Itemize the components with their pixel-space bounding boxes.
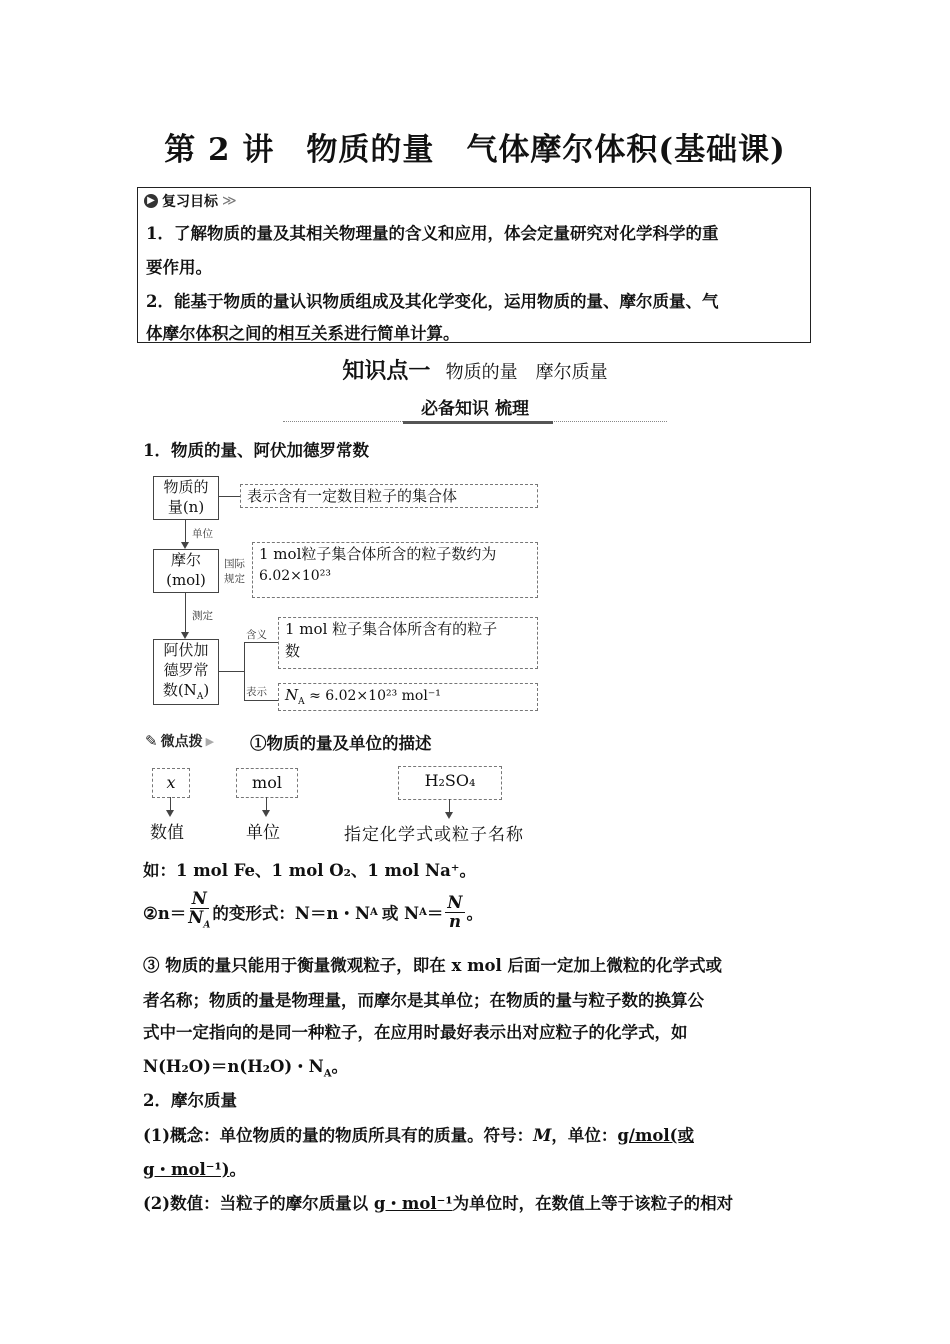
connector-branch [218, 671, 244, 672]
tip-badge [145, 731, 214, 751]
value-unit-answer: g・mol⁻¹ [373, 1194, 453, 1213]
molar-mass-concept-line1 [143, 1122, 694, 1146]
box-mol: mol [236, 768, 298, 798]
molar-mass-value-line1 [143, 1190, 733, 1214]
goal-1-line1: 1．了解物质的量及其相关物理量的含义和应用，体会定量研究对化学科学的重 [146, 224, 719, 243]
edit-icon: ✎ [145, 732, 158, 750]
caption-name: 指定化学式或粒子名称 [344, 825, 524, 845]
arrow-line-mol [266, 797, 267, 811]
arrow-down-icon [181, 542, 189, 549]
double-chevron-icon: ≫ [222, 193, 237, 209]
connector-branch-top [244, 642, 278, 643]
caption-unit: 单位 [246, 823, 280, 843]
knowledge-point-number: 知识点一 [342, 359, 431, 384]
fraction-n-over-na [188, 890, 210, 934]
diagram-desc-amount: 表示含有一定数目粒子的集合体 [240, 484, 538, 508]
arrow-down-icon [262, 810, 270, 817]
box-x: x [152, 768, 190, 798]
concept-unit-label: ，单位： [551, 1126, 618, 1145]
side-label-defined: 规定 [224, 573, 245, 585]
knowledge-point-topic: 物质的量 摩尔质量 [445, 362, 608, 383]
eq-or: 或 N [381, 904, 420, 924]
eq-equals: ＝ [426, 904, 444, 924]
eq-mid: 的变形式：N＝n・N [212, 904, 371, 924]
review-goals-heading [144, 191, 237, 211]
sub-banner [283, 394, 667, 424]
diagram-box-mole [153, 549, 219, 593]
avogadro-line3-text: 数(N [162, 681, 197, 699]
p3-line4-end: 。 [331, 1057, 349, 1076]
arrow-line-x [170, 797, 171, 811]
play-icon: ▶ [144, 194, 158, 208]
connector-branch-vertical [244, 642, 245, 700]
avogadro-line3-sub: A [196, 692, 204, 702]
fraction-den-text: N [188, 908, 204, 927]
arrow-down-icon [181, 632, 189, 639]
expr-value: ≈ 6.02×10²³ mol⁻¹ [304, 688, 441, 704]
tip-badge-label: 微点拨 [160, 734, 203, 750]
diagram-box-avogadro-line2: 德罗常 [163, 661, 209, 679]
label-meaning: 含义 [246, 629, 267, 641]
tip-point-3-line3: 式中一定指向的是同一种粒子，在应用时最好表示出对应粒子的化学式，如 [143, 1023, 688, 1042]
value-text-rest: 为单位时，在数值上等于该粒子的相对 [452, 1194, 734, 1213]
connector-1 [218, 496, 240, 497]
section1-heading: 1．物质的量、阿伏加德罗常数 [143, 441, 369, 460]
diagram-box-avogadro-line3 [154, 680, 218, 707]
page-title: 第 2 讲 物质的量 气体摩尔体积(基础课) [164, 132, 786, 168]
diagram-desc-mole-line1: 1 mol粒子集合体所含的粒子数约为 [259, 545, 497, 563]
goal-2-line2: 体摩尔体积之间的相互关系进行简单计算。 [146, 324, 460, 343]
fraction-den-sub: A [203, 920, 211, 931]
molar-mass-concept-line2 [143, 1156, 246, 1180]
tip-example: 如：1 mol Fe、1 mol O₂、1 mol Na⁺。 [143, 861, 476, 880]
diagram-desc-expression [278, 683, 538, 711]
fraction-n-over-n [445, 894, 464, 931]
arrow-label-measured: 测定 [192, 610, 213, 622]
concept-diagram [150, 476, 550, 716]
goal-1-line2: 要作用。 [146, 258, 212, 277]
diagram-box-mole-line2: (mol) [166, 571, 206, 589]
diagram-desc-meaning-line2: 数 [285, 642, 301, 660]
concept-text: (1)概念：单位物质的量的物质所具有的质量。符号： [143, 1126, 534, 1145]
concept-unit-answer: g/mol(或 [617, 1126, 694, 1145]
eq-prefix: ②n＝ [143, 904, 187, 924]
review-goals-box [137, 187, 811, 343]
diagram-box-avogadro-line1: 阿伏加 [163, 641, 209, 659]
diagram-desc-mole-line2: 6.02×10²³ [259, 568, 331, 584]
arrow-down-icon [445, 812, 453, 819]
tip-point-3-line1: ③ 物质的量只能用于衡量微观粒子，即在 x mol 后面一定加上微粒的化学式或 [143, 956, 723, 975]
diagram-box-mole-line1: 摩尔 [170, 551, 201, 569]
expr-sub: A [298, 697, 305, 707]
sub-banner-label: 必备知识 梳理 [421, 399, 529, 419]
arrow-line-2 [185, 592, 186, 635]
fraction-numerator: N [191, 889, 207, 908]
diagram-desc-mole [252, 542, 538, 598]
fraction2-numerator: N [447, 892, 463, 912]
eq-end: 。 [466, 904, 483, 924]
concept-symbol: M [533, 1126, 552, 1145]
arrow-down-icon [166, 810, 174, 817]
diagram-box-avogadro [153, 639, 219, 705]
fraction-denominator [188, 909, 210, 934]
fraction2-denominator: n [448, 911, 461, 931]
diagram-box-amount [153, 476, 219, 520]
diagram-box-amount-line1: 物质的 [163, 478, 209, 496]
box-h2so4: H₂SO₄ [398, 766, 502, 800]
diagram-desc-meaning-line1: 1 mol 粒子集合体所含有的粒子 [285, 620, 498, 638]
arrow-label-unit: 单位 [192, 528, 213, 540]
eq-mid-sub: A [370, 906, 378, 918]
eq-or-sub: A [419, 906, 427, 918]
sub-banner-bold-rule [403, 421, 553, 424]
review-goals-label: 复习目标 [162, 194, 218, 210]
expr-symbol: N [285, 686, 299, 704]
p3-line4-sub: A [323, 1068, 332, 1080]
arrow-line-h2so4 [449, 799, 450, 813]
value-text: (2)数值：当粒子的摩尔质量以 [143, 1194, 374, 1213]
diagram-desc-meaning [278, 617, 538, 669]
p3-line4-text: N(H₂O)＝n(H₂O)・N [143, 1057, 324, 1076]
triangle-right-icon: ▶ [205, 734, 215, 748]
caption-value: 数值 [150, 823, 184, 843]
goal-2-line1: 2．能基于物质的量认识物质组成及其化学变化，运用物质的量、摩尔质量、气 [146, 292, 719, 311]
tip-point-3-line2: 者名称；物质的量是物理量，而摩尔是其单位；在物质的量与粒子数的换算公 [143, 991, 704, 1010]
concept-end: 。 [229, 1160, 247, 1179]
section2-heading: 2．摩尔质量 [143, 1091, 237, 1110]
diagram-box-amount-line2: 量(n) [167, 498, 205, 516]
avogadro-line3-close: ) [203, 681, 210, 699]
side-label-international: 国际 [224, 558, 245, 570]
knowledge-point-heading [0, 354, 950, 385]
tip-point-1: ①物质的量及单位的描述 [250, 734, 432, 753]
tip-point-2 [143, 890, 483, 934]
label-expression: 表示 [246, 686, 267, 698]
tip-point-3-line4 [143, 1053, 348, 1079]
concept-unit-answer-2: g・mol⁻¹) [143, 1160, 230, 1179]
connector-branch-bottom [244, 700, 278, 701]
